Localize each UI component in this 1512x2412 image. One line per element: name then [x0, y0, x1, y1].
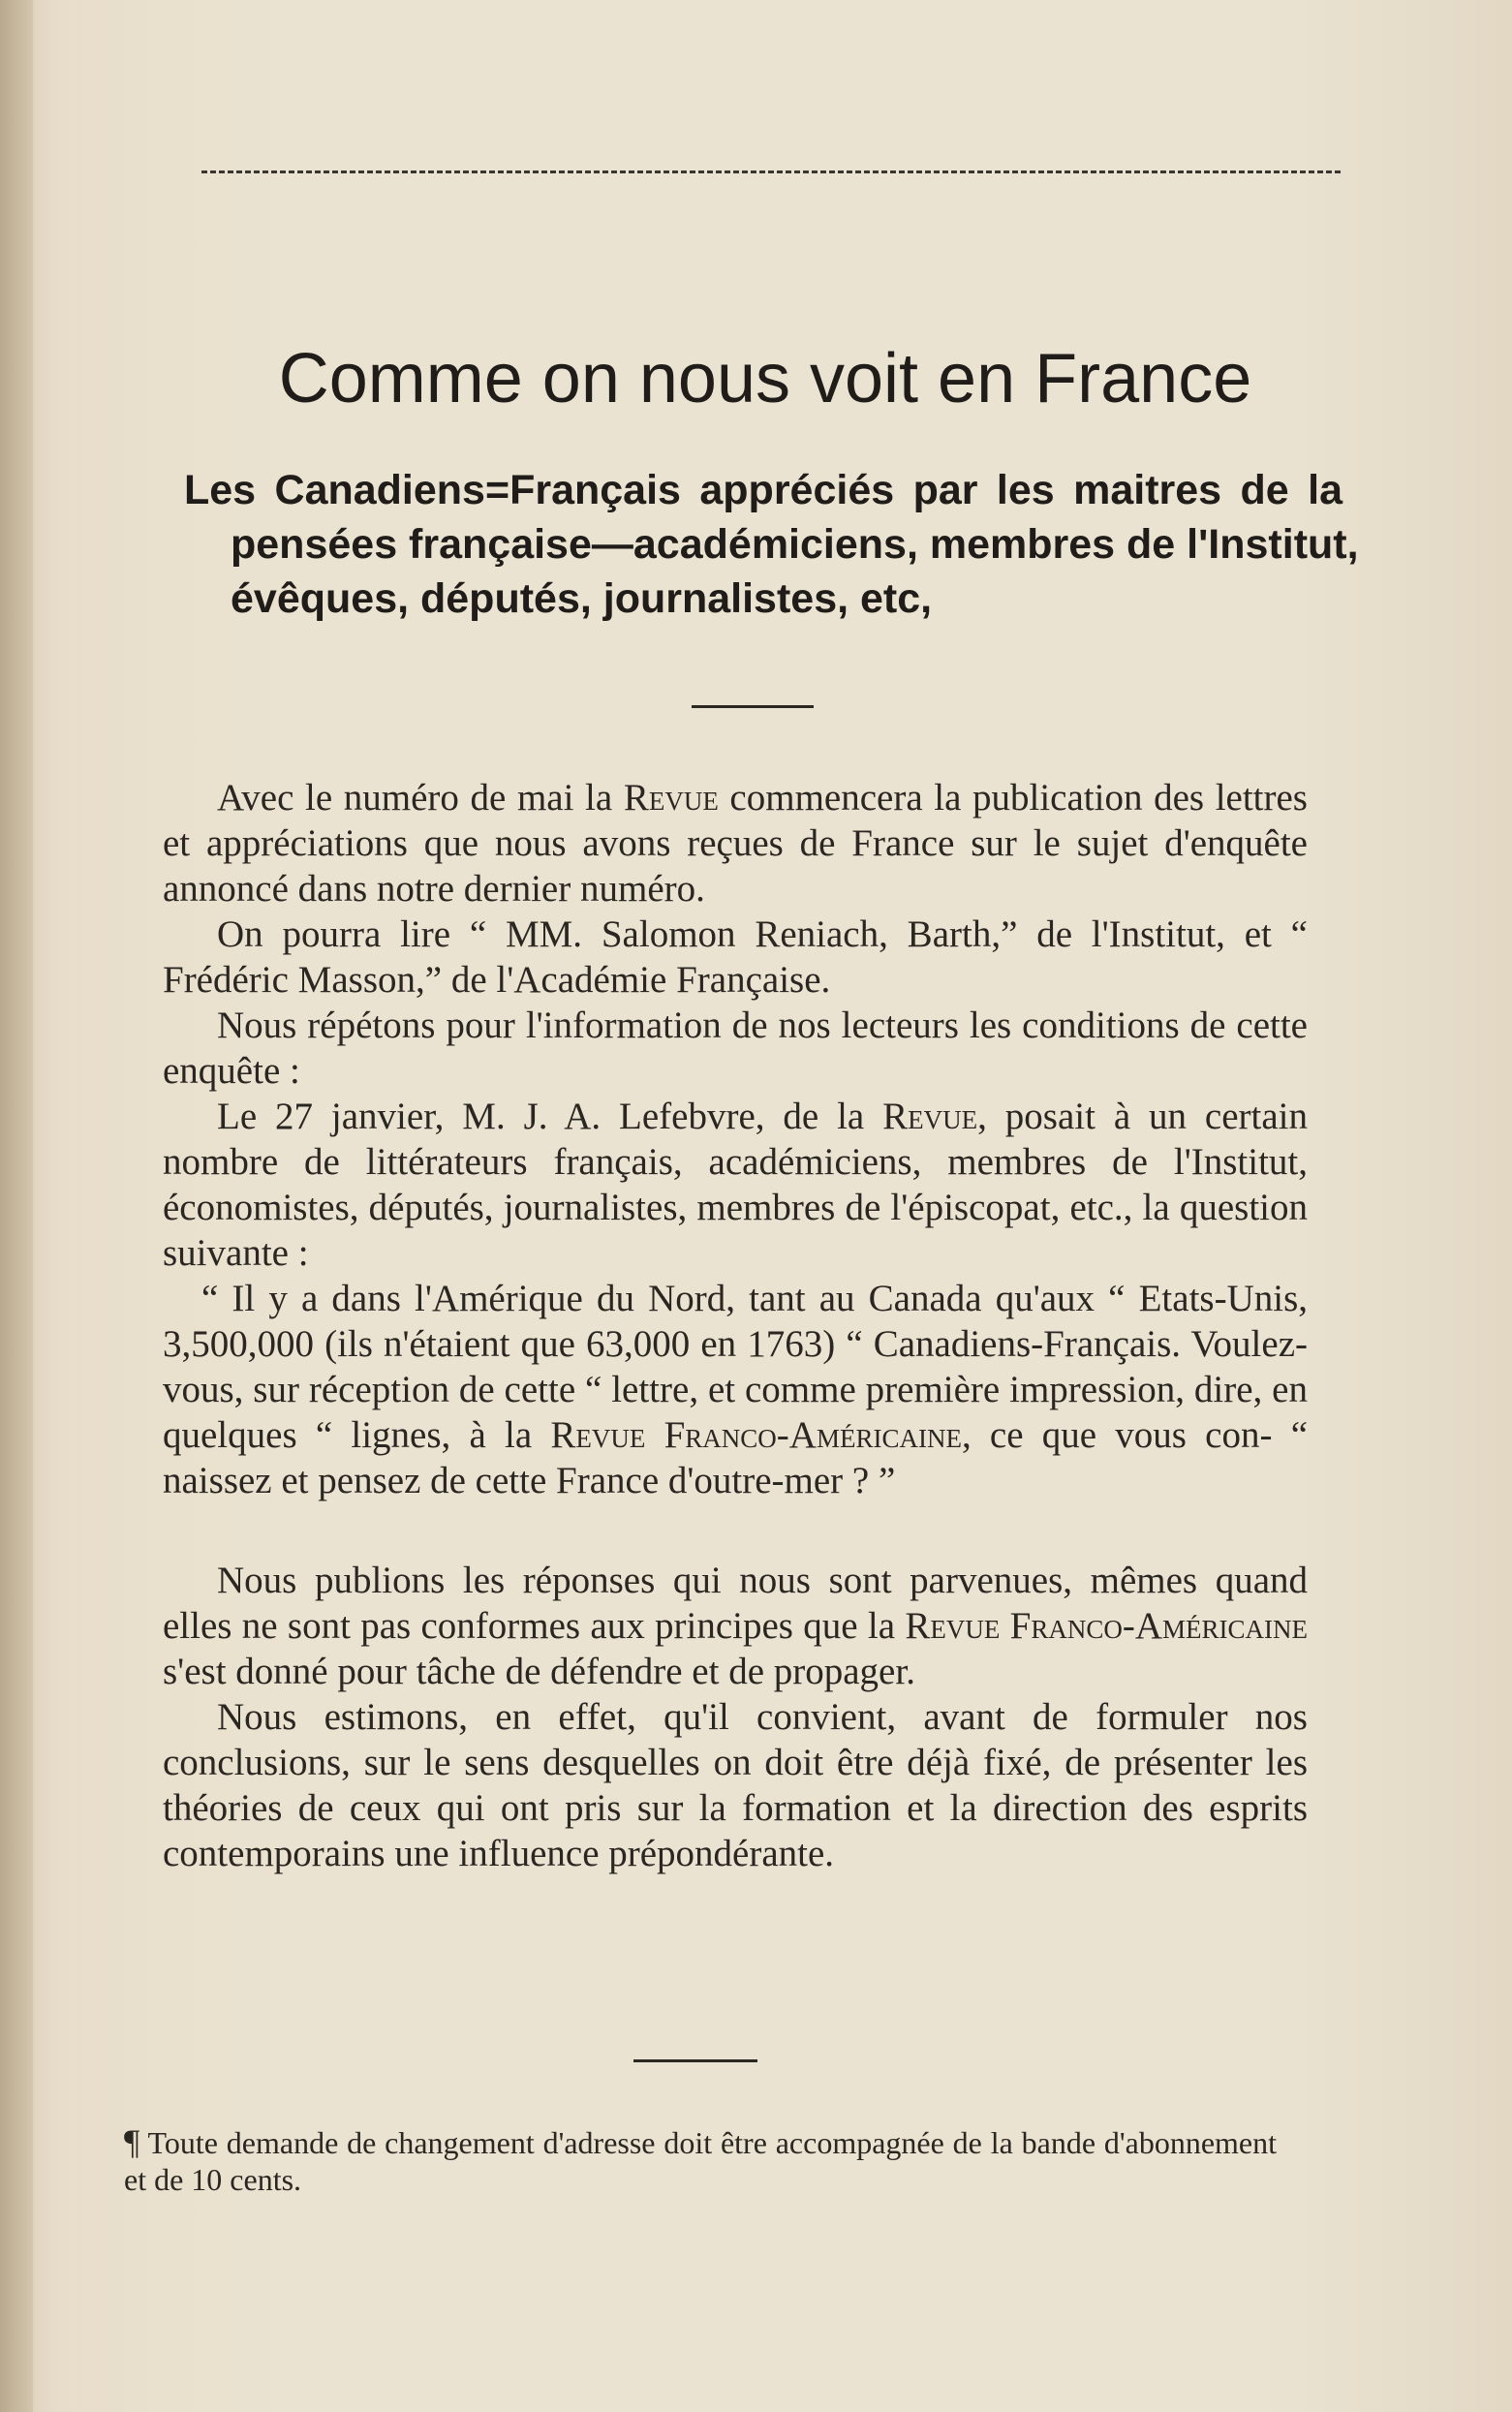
revue-name: Revue Franco-Américaine [905, 1605, 1309, 1647]
revue-name: Revue [882, 1096, 978, 1137]
paragraph-1: Avec le numéro de mai la Revue commencera la publication des lettres et appréciations que nous avons reçues de France sur le sujet d'enquête annoncé dans notre dernier numéro. [163, 777, 1308, 910]
paragraph-6: Nous estimons, en effet, qu'il convient, avant de formuler nos conclusions, sur le sens desquelles on doit être déjà fixé, de présenter les théories de ceux qui ont pris sur la formation et la direction des esprits contemporains une influence prépondérante. [163, 1696, 1308, 1874]
revue-name: Revue [623, 777, 719, 819]
paragraph-2: On pourra lire “ MM. Salomon Reniach, Barth,” de l'Institut, et “ Frédéric Masson,” de l'Académie Française. [163, 913, 1308, 1001]
subtitle-line-2: pensées française—académiciens, membres de l'Institut, [231, 521, 1359, 568]
header-rule [201, 170, 1341, 173]
subtitle-line-3: évêques, députés, journalistes, etc, [231, 575, 933, 622]
subtitle-line-1: Les Canadiens=Français appréciés par les maitres de la [184, 467, 1342, 513]
section-divider-bottom [633, 2059, 757, 2062]
quoted-question: “ Il y a dans l'Amérique du Nord, tant au Canada qu'aux “ Etats-Unis, 3,500,000 (ils n'étaient que 63,000 en 1763) “ Canadiens-Français. Voulez-vous, sur réception de cette “ lettre, et comme première impression, dire, en quelques “ lignes, à la Revue Franco-Américaine, ce que vous con- “ naissez et pensez de cette France d'outre-mer ? ” [163, 1278, 1308, 1501]
subscription-notice: ¶ Toute demande de changement d'adresse doit être accompagnée de la bande d'abonnement et de 10 cents. [124, 2122, 1277, 2197]
paragraph-4: Le 27 janvier, M. J. A. Lefebvre, de la Revue, posait à un certain nombre de littérateurs français, académiciens, membres de l'Institut, économistes, députés, journalistes, membres de l'épiscopat, etc., la question suivante : [163, 1096, 1308, 1274]
paragraph-5: Nous publions les réponses qui nous sont parvenues, mêmes quand elles ne sont pas conformes aux principes que la Revue Franco-Américaine s'est donné pour tâche de défendre et de propager. [163, 1560, 1309, 1692]
article-subtitle [184, 463, 1359, 626]
pilcrow-icon: ¶ [124, 2122, 140, 2161]
article-title: Comme on nous voit en France [278, 340, 1252, 417]
paragraph-3: Nous répétons pour l'information de nos lecteurs les conditions de cette enquête : [163, 1005, 1308, 1092]
revue-name: Revue Franco-Américaine [550, 1414, 962, 1456]
binding-edge [0, 0, 33, 2412]
article-body [163, 775, 1308, 1876]
section-divider-top [692, 705, 814, 708]
